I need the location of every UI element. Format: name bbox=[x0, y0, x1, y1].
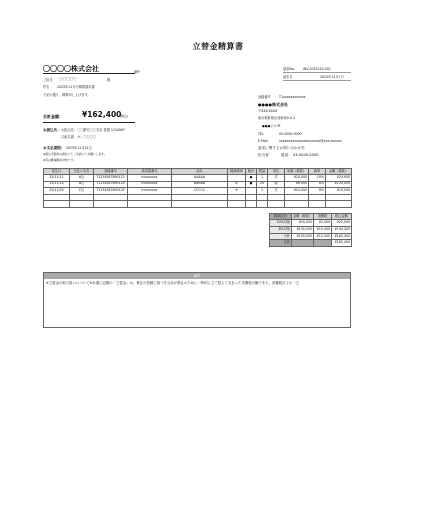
summary-tax: ¥12,400 bbox=[314, 233, 332, 240]
summary-tax: ¥2,000 bbox=[314, 220, 332, 227]
summary-amount: ¥130,000 bbox=[292, 226, 314, 233]
summary-category: 10%対象 bbox=[270, 220, 292, 227]
summary-row bbox=[270, 240, 352, 247]
account-label: 口座名義： bbox=[61, 135, 77, 139]
header-amount: 金額（税抜） bbox=[326, 169, 352, 175]
cell-tax-mark: ● bbox=[246, 181, 257, 188]
cell-date: 25/11/20 bbox=[44, 188, 70, 195]
total-amount: ¥162,400 bbox=[82, 110, 122, 119]
cell-invoice-number: Invxxxxxx bbox=[128, 181, 172, 188]
summary-category: 小計 bbox=[270, 233, 292, 240]
cell-invoice-number bbox=[128, 201, 172, 208]
contact-label: ご担当 bbox=[43, 78, 53, 82]
header-invoice-number: 請求書番号 bbox=[128, 169, 172, 175]
summary-total: ¥140,400 bbox=[332, 226, 352, 233]
cell-amount: ¥10,000 bbox=[326, 188, 352, 195]
cell-registration: T1234567890125 bbox=[94, 188, 128, 195]
cell-unit-price: ¥20,000 bbox=[285, 175, 309, 182]
cell-tax-rate: 8% bbox=[309, 181, 326, 188]
cell-item-name bbox=[172, 201, 228, 208]
issuer-building: ●●●ビル3F bbox=[262, 124, 281, 128]
cell-payee: A社 bbox=[70, 175, 94, 182]
invoice-number-line bbox=[283, 72, 351, 73]
intro-text: 下記の通り、精算申し上げます。 bbox=[43, 93, 91, 97]
cell-item-name: AAAAA bbox=[172, 175, 228, 182]
table-row bbox=[44, 201, 352, 208]
cell-quantity: 20 bbox=[257, 181, 268, 188]
invoice-date-value: 2025年12月1日 bbox=[320, 75, 344, 79]
tel-label: TEL bbox=[258, 132, 264, 136]
due-value: 2025年12月31日 bbox=[66, 146, 92, 150]
header-payee: 支払い先名 bbox=[70, 169, 94, 175]
registration-value: T1xxxxxxxxxxxx bbox=[279, 95, 306, 99]
header-tax-mark: 税付 bbox=[246, 169, 257, 175]
cell-reduced-rate: ※ bbox=[228, 188, 246, 195]
email-value: xxxxxxxxxxxxxxxxxxxxxx@xxx.xxxxxx bbox=[279, 139, 342, 143]
header-item-name: 品名 bbox=[172, 169, 228, 175]
cell-reduced-rate bbox=[228, 201, 246, 208]
header-reduced-rate: 軽減税率 bbox=[228, 169, 246, 175]
cell-amount: ¥120,000 bbox=[326, 181, 352, 188]
subject-value: 2025年11月分精算請求書 bbox=[57, 85, 95, 89]
cell-unit bbox=[268, 201, 285, 208]
cell-amount bbox=[326, 201, 352, 208]
cell-quantity: 1 bbox=[257, 175, 268, 182]
cell-tax-rate: 8% bbox=[309, 188, 326, 195]
summary-header-tax: 消費税 bbox=[314, 214, 332, 220]
summary-total: ¥162,400 bbox=[332, 233, 352, 240]
summary-amount: ¥150,000 bbox=[292, 233, 314, 240]
invoice-number-value: INV-2025120-001 bbox=[303, 67, 331, 71]
summary-row bbox=[270, 233, 352, 240]
summary-amount: ¥20,000 bbox=[292, 220, 314, 227]
fee-note: ※振込手数料は貴社にてご負担にてお願いします。 bbox=[43, 152, 107, 156]
issuer-company: ●●●●株式会社 bbox=[258, 102, 288, 107]
cell-date: 25/11/14 bbox=[44, 181, 70, 188]
cell-date bbox=[44, 201, 70, 208]
issuer-postal: 〒XXX-XXXX bbox=[258, 109, 278, 113]
cell-tax-rate: 10% bbox=[309, 175, 326, 182]
cell-date: 25/11/11 bbox=[44, 175, 70, 182]
cell-unit-price bbox=[285, 201, 309, 208]
header-tax-rate: 税率 bbox=[309, 169, 326, 175]
contact-name: 〇〇〇〇〇 bbox=[59, 77, 77, 81]
contact-suffix: 様 bbox=[107, 78, 111, 82]
cell-invoice-number: Invxxxxxx bbox=[128, 188, 172, 195]
invoice-date-line bbox=[283, 80, 351, 81]
cell-unit-price: ¥10,000 bbox=[285, 188, 309, 195]
summary-row bbox=[270, 220, 352, 227]
phone-value: 03-0000-0000 bbox=[293, 153, 319, 157]
due-label: お支払期限： bbox=[43, 146, 65, 150]
cell-tax-mark: ● bbox=[246, 175, 257, 182]
tel-value: 00-0000-0000 bbox=[279, 132, 302, 136]
cell-item-name: CCCCC bbox=[172, 188, 228, 195]
cell-payee: B社 bbox=[70, 181, 94, 188]
summary-amount bbox=[292, 240, 314, 247]
person-label: 担当者： bbox=[258, 153, 273, 157]
cell-unit: 個 bbox=[268, 181, 285, 188]
summary-header-category: 税率区分 bbox=[270, 214, 292, 220]
registration-label: 登録番号 bbox=[258, 95, 271, 99]
header-registration: 登録番号 bbox=[94, 169, 128, 175]
notes-text: ※立替金の取り扱いについて※本書に記載の「立替金」は、貴社の依頼に基づき当社が貴社のために一時的に立て替えて支払った実費相当額であり、消費税法上の「立 bbox=[46, 281, 300, 285]
summary-header-amount: 金額（税抜） bbox=[293, 213, 313, 218]
client-name: 〇〇〇〇株式会社 bbox=[43, 65, 99, 73]
summary-header-total: 税込金額 bbox=[332, 214, 352, 220]
phone-label: 電話： bbox=[281, 153, 292, 157]
document-title: 立替金精算書 bbox=[192, 42, 244, 51]
cell-registration: T1234567890124 bbox=[94, 181, 128, 188]
cell-registration: T1234567890123 bbox=[94, 175, 128, 182]
issuer-address: 東京都新宿区西新宿0-0-2 bbox=[258, 116, 296, 120]
client-suffix: 御中 bbox=[134, 70, 141, 74]
cell-payee: C社 bbox=[70, 188, 94, 195]
cell-payee bbox=[70, 201, 94, 208]
summary-total: ¥22,000 bbox=[332, 220, 352, 227]
reduced-rate-note: ※印は軽減税率対象です。 bbox=[43, 158, 76, 162]
summary-tax: ¥10,400 bbox=[314, 226, 332, 233]
cell-unit: 式 bbox=[268, 188, 285, 195]
subject-label: 件名 bbox=[43, 85, 50, 89]
header-unit: 単位 bbox=[268, 169, 285, 175]
notes-box bbox=[43, 272, 351, 328]
header-quantity: 数量 bbox=[257, 169, 268, 175]
cell-unit: 式 bbox=[268, 175, 285, 182]
tax-summary-table bbox=[269, 213, 352, 247]
cell-tax-rate bbox=[309, 201, 326, 208]
inquiry-text: 請求に関するお問い合わせ先 bbox=[258, 146, 305, 150]
cell-invoice-number: Invxxxxxx bbox=[128, 175, 172, 182]
account-value: カ）〇〇〇〇 bbox=[77, 135, 97, 139]
cell-quantity: 1 bbox=[257, 188, 268, 195]
items-table bbox=[43, 168, 352, 208]
summary-total: ¥162,400 bbox=[332, 240, 352, 247]
cell-unit-price: ¥6,000 bbox=[285, 181, 309, 188]
cell-registration bbox=[94, 201, 128, 208]
cell-item-name: BBBBB bbox=[172, 181, 228, 188]
header-unit-price: 単価（税抜） bbox=[285, 169, 309, 175]
summary-row bbox=[270, 226, 352, 233]
summary-category: 合計 bbox=[270, 240, 292, 247]
cell-tax-mark bbox=[246, 201, 257, 208]
invoice-date-label: 請求日 bbox=[283, 75, 293, 79]
summary-tax bbox=[314, 240, 332, 247]
notes-header: 備考 bbox=[44, 273, 350, 279]
cell-amount: ¥20,000 bbox=[326, 175, 352, 182]
bank-line: お振込先：〇〇銀行〇〇支店 普通 1234567 bbox=[61, 128, 126, 132]
invoice-number-label: 請求No. bbox=[283, 67, 295, 71]
cell-quantity bbox=[257, 201, 268, 208]
total-tax-note: (税込) bbox=[120, 114, 129, 118]
email-label: E-Mail bbox=[258, 139, 268, 143]
header-date: 発生日 bbox=[44, 169, 70, 175]
summary-category: 8%対象 bbox=[270, 226, 292, 233]
total-underline bbox=[43, 122, 135, 123]
total-label: 合計金額： bbox=[43, 114, 63, 119]
cell-reduced-rate: ※ bbox=[228, 181, 246, 188]
client-underline bbox=[43, 73, 135, 74]
payee-label: お振込先： bbox=[43, 128, 61, 132]
